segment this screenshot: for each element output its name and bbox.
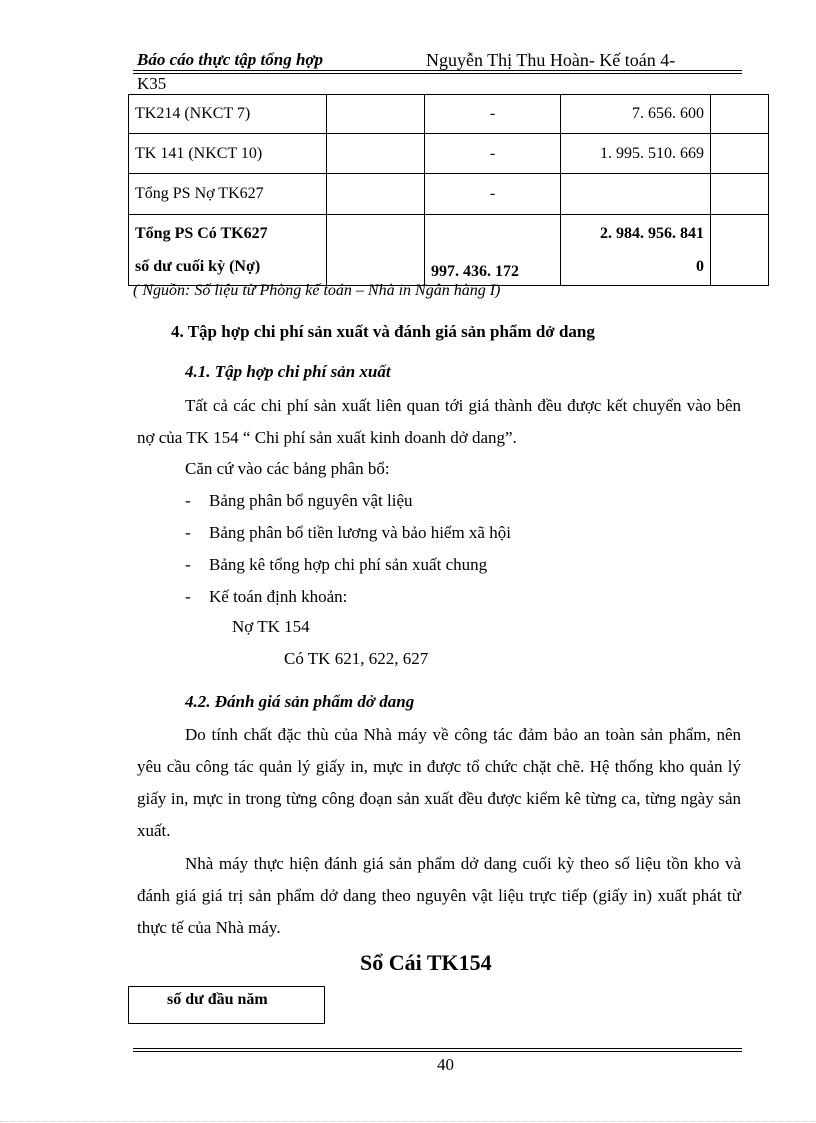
total-amount-line2: 0	[696, 258, 704, 275]
header-rule	[133, 70, 742, 71]
list-item-text: Bảng kê tổng hợp chi phí sản xuất chung	[209, 555, 488, 574]
total-label	[129, 215, 327, 286]
row-amount: 7. 656. 600	[561, 95, 711, 134]
total-amount	[561, 215, 711, 286]
row-extra	[711, 174, 769, 215]
row-extra	[711, 215, 769, 286]
row-label: TK 141 (NKCT 10)	[129, 134, 327, 174]
subsection-title-4-2: 4.2. Đánh giá sản phẩm dở dang	[185, 692, 415, 711]
paragraph: Nhà máy thực hiện đánh giá sản phẩm dở dang cuối kỳ theo số liệu tồn kho và đánh giá giá trị sản phẩm dở dang theo nguyên vật liệu trực tiếp (giấy in) xuất phát từ thực tế của Nhà máy.	[137, 854, 741, 937]
row-dash: -	[425, 134, 561, 174]
header-rule-double	[133, 73, 742, 74]
table-row	[129, 95, 769, 134]
total-label-line1: Tổng PS Có TK627	[135, 225, 268, 242]
row-amount: 1. 995. 510. 669	[561, 134, 711, 174]
footer-rule	[133, 1048, 742, 1049]
section-title: 4. Tập hợp chi phí sản xuất và đánh giá sản phẩm dở dang	[171, 322, 595, 341]
list-item: - Kế toán định khoản:	[185, 581, 511, 613]
row-debit	[327, 174, 425, 215]
list-item: - Bảng kê tổng hợp chi phí sản xuất chung	[185, 549, 511, 581]
row-label: TK214 (NKCT 7)	[129, 95, 327, 134]
table-row	[129, 174, 769, 215]
row-debit	[327, 95, 425, 134]
row-dash: -	[425, 174, 561, 215]
page-edge	[0, 1121, 816, 1122]
journal-debit: Nợ TK 154	[232, 617, 310, 636]
list-item-text: Kế toán định khoản:	[209, 587, 348, 606]
source-note: ( Nguồn: Số liệu từ Phòng kế toán – Nhà in Ngân hàng I)	[133, 282, 501, 299]
bullet-list	[185, 485, 511, 613]
total-label-line2: số dư cuối kỳ (Nợ)	[135, 258, 261, 275]
cost-table	[128, 94, 769, 286]
ledger-title: Sổ Cái TK154	[360, 950, 492, 975]
paragraph: Tất cả các chi phí sản xuất liên quan tới giá thành đều được kết chuyển vào bên nợ của TK 154 “ Chi phí sản xuất kinh doanh dở dang”.	[137, 396, 741, 447]
table-row	[129, 134, 769, 174]
row-dash: -	[425, 95, 561, 134]
row-amount	[561, 174, 711, 215]
list-item-text: Bảng phân bổ nguyên vật liệu	[209, 491, 413, 510]
opening-balance-box	[128, 986, 325, 1024]
row-label: Tổng PS Nợ TK627	[129, 174, 327, 215]
footer-rule-double	[133, 1051, 742, 1052]
subsection-title-4-1: 4.1. Tập hợp chi phí sản xuất	[185, 362, 391, 381]
list-item-text: Bảng phân bổ tiền lương và bảo hiểm xã hội	[209, 523, 511, 542]
list-item: - Bảng phân bổ tiền lương và bảo hiểm xã hội	[185, 517, 511, 549]
author-line: Nguyễn Thị Thu Hoàn- Kế toán 4-	[426, 50, 676, 70]
row-extra	[711, 134, 769, 174]
class-suffix: K35	[137, 74, 167, 93]
paragraph-intro: Căn cứ vào các bảng phân bổ:	[185, 459, 390, 478]
row-debit	[327, 134, 425, 174]
paragraph: Do tính chất đặc thù của Nhà máy về công tác đảm bảo an toàn sản phẩm, nên yêu cầu công tác quản lý giấy in, mực in được tổ chức chặt chẽ. Hệ thống kho quản lý giấy in, mực in trong từng công đoạn sản xuất đều được kiểm kê từng ca, từng ngày sản xuất.	[137, 725, 741, 840]
report-title: Báo cáo thực tập tổng hợp	[137, 50, 324, 69]
table-row-total	[129, 215, 769, 286]
journal-credit: Có TK 621, 622, 627	[284, 649, 429, 668]
closing-balance: 997. 436. 172	[425, 215, 561, 286]
row-extra	[711, 95, 769, 134]
list-item: - Bảng phân bổ nguyên vật liệu	[185, 485, 511, 517]
page-number: 40	[437, 1055, 454, 1074]
total-amount-line1: 2. 984. 956. 841	[600, 225, 704, 242]
total-debit	[327, 215, 425, 286]
opening-balance-label: số dư đầu năm	[167, 991, 268, 1008]
